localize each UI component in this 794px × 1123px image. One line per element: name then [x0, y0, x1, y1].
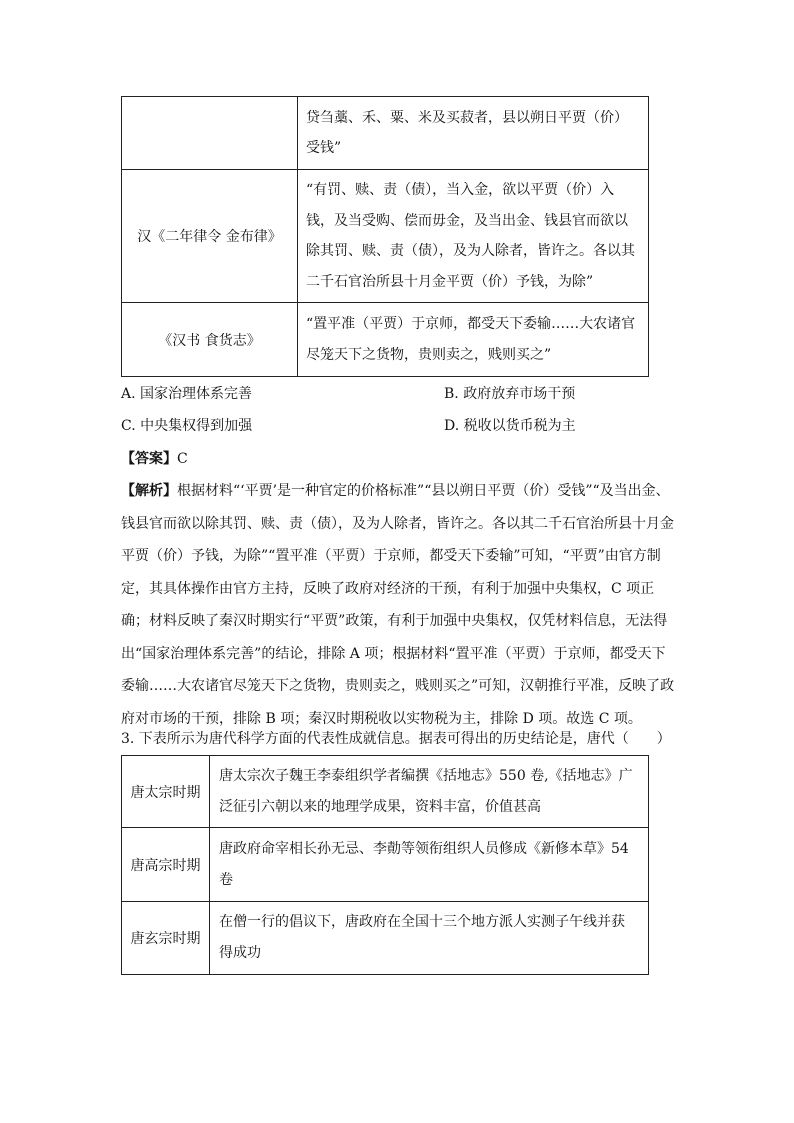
answer-label: 【答案】 [121, 451, 177, 467]
achievement-line: 得成功 [219, 945, 261, 961]
answer-line [121, 449, 188, 469]
achievement-cell [210, 756, 649, 828]
table-row [122, 303, 649, 377]
analysis-paragraph [121, 475, 675, 735]
table-row [122, 756, 649, 828]
source-cell [122, 97, 298, 170]
analysis-line: 委输……大农诸官尽笼天下之货物，贵则卖之，贱则买之”可知，汉朝推行平准，反映了政 [121, 678, 675, 694]
achievement-line: 泛征引六朝以来的地理学成果，资料丰富，价值甚高 [219, 798, 541, 815]
analysis-line: 钱县官而欲以除其罚、赎、责（债），及为人除者，皆许之。各以其二千石官治所县十月金 [121, 515, 674, 532]
table-row [122, 902, 649, 975]
achievement-line: 卷 [219, 871, 233, 888]
quote-line: “有罚、赎、责（债），当入金，欲以平贾（价）入 [306, 182, 615, 198]
quote-line: “置平准（平贾）于京师，都受天下委输……大农诸官 [306, 316, 636, 332]
quote-line: 受钱” [306, 140, 342, 156]
option-b: B. 政府放弃市场干预 [444, 386, 576, 402]
answer-value: C [177, 451, 188, 467]
quote-line: 贷刍藁、禾、粟、米及买菽者，县以朔日平贾（价） [306, 109, 628, 126]
quote-cell [298, 170, 649, 303]
table-row [122, 828, 649, 902]
option-c: C. 中央集权得到加强 [121, 418, 253, 434]
table-row [122, 97, 649, 170]
quote-line: 钱，及当受购、偿而毋金，及当出金、钱县官而欲以 [306, 212, 628, 229]
analysis-line: 确；材料反映了秦汉时期实行“平贾”政策，有利于加强中央集权，仅凭材料信息，无法得 [121, 613, 668, 629]
achievement-line: 在僧一行的倡议下，唐政府在全国十三个地方派人实测子午线并获 [219, 914, 625, 930]
quote-cell [298, 97, 649, 170]
period-cell: 唐高宗时期 [122, 828, 210, 902]
achievement-cell [210, 902, 649, 975]
achievement-line: 唐太宗次子魏王李泰组织学者编撰《括地志》550 卷,《括地志》广 [219, 767, 633, 784]
option-d: D. 税收以货币税为主 [444, 418, 576, 434]
quote-line: 尽笼天下之货物，贵则卖之，贱则买之” [306, 346, 552, 363]
table-row [122, 170, 649, 303]
achievement-cell [210, 828, 649, 902]
material-table [121, 96, 649, 377]
quote-cell [298, 303, 649, 377]
quote-line: 除其罚、赎、责（债），及为人除者，皆许之。各以其 [306, 243, 635, 259]
option-a: A. 国家治理体系完善 [121, 386, 253, 402]
question-3-stem: 3. 下表所示为唐代科学方面的代表性成就信息。据表可得出的历史结论是，唐代（ ） [121, 731, 671, 747]
source-cell: 汉《二年律令 金布律》 [122, 170, 298, 303]
analysis-line: 出“国家治理体系完善”的结论，排除 A 项；根据材料“置平准（平贾）于京师，都受天下 [121, 645, 666, 662]
analysis-line: 平贾（价）予钱，为除”“置平准（平贾）于京师，都受天下委输”可知，“平贾”由官方制 [121, 548, 661, 564]
analysis-line: 府对市场的干预，排除 B 项；秦汉时期税收以实物税为主，排除 D 项。故选 C 项。 [121, 710, 642, 727]
analysis-line: 【解析】根据材料“‘平贾’是一种官定的价格标准”“县以朔日平贾（价）受钱”“及当出金、 [121, 483, 670, 499]
quote-line: 二千石官治所县十月金平贾（价）予钱，为除” [306, 273, 594, 290]
achievement-table [121, 755, 649, 975]
period-cell: 唐太宗时期 [122, 756, 210, 828]
achievement-line: 唐政府命宰相长孙无忌、李勣等领衔组织人员修成《新修本草》54 [219, 840, 629, 857]
period-cell: 唐玄宗时期 [122, 902, 210, 975]
source-cell: 《汉书 食货志》 [122, 303, 298, 377]
analysis-label: 【解析】 [121, 483, 177, 499]
analysis-line: 定，其具体操作由官方主持，反映了政府对经济的干预，有利于加强中央集权，C 项正 [121, 580, 655, 597]
